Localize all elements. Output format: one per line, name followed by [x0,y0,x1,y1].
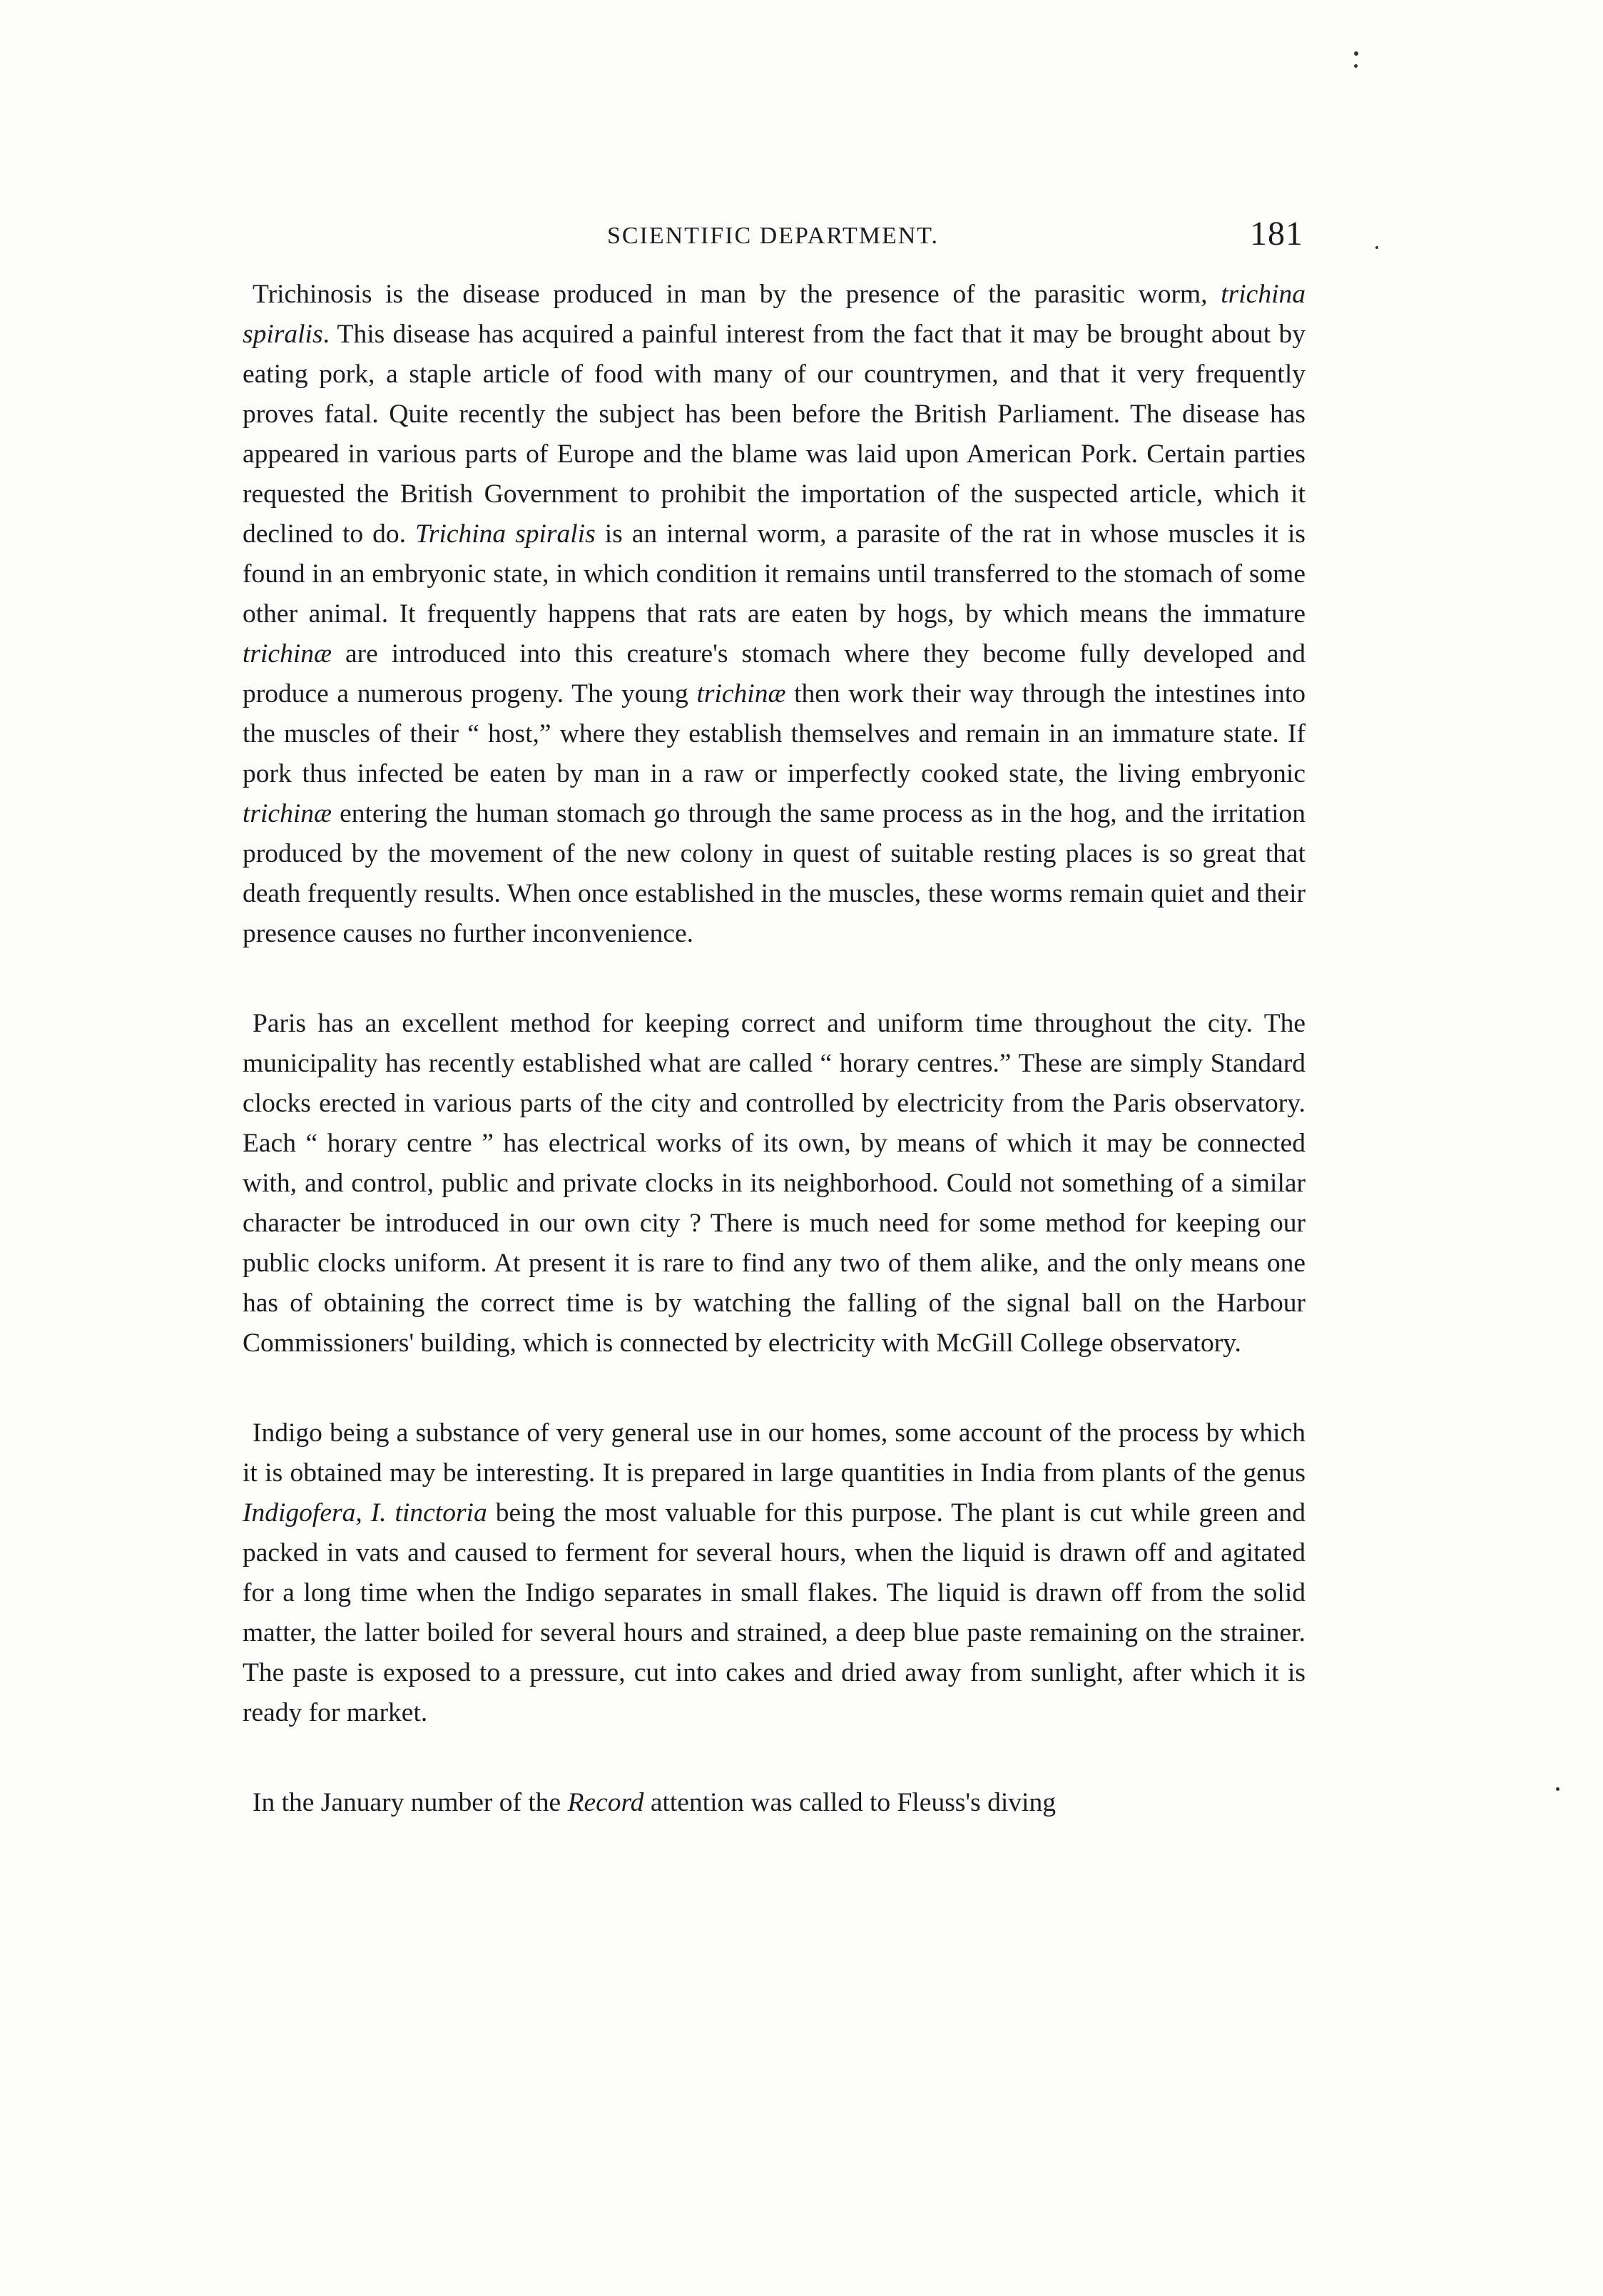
paragraph-trichinosis [243,275,1306,954]
italic-term: Indigofera, I. tinctoria [243,1498,487,1528]
paragraph-fleuss-diving [243,1783,1306,1823]
text-run: Indigo being a substance of very general use in our homes, some account of the process by which it is obtained may be interesting. It is prepared in large quantities in India from plants of the genus [243,1418,1306,1488]
text-run: Paris has an excellent method for keeping correct and uniform time throughout the city. The municipality has recently established what are called “ horary centres.” These are simply Standard clocks erected in various parts of the city and controlled by electricity from the Paris observatory. Each “ horary centre ” has electrical works of its own, by means of which it may be connected with, and control, public and private clocks in its neighborhood. Could not something of a similar character be introduced in our own city ? There is much need for some method for keeping our public clocks uniform. At present it is rare to find any two of them alike, and the only means one has of obtaining the correct time is by watching the falling of the signal ball on the Harbour Commissioners' building, which is connected by electricity with McGill College observatory. [243,1009,1306,1358]
italic-term: trichinæ [696,679,786,708]
italic-term: trichinæ [243,639,332,669]
text-run: Trichinosis is the disease produced in man by the presence of the parasitic worm, [253,280,1221,309]
paragraph-paris-clocks [243,1004,1306,1363]
text-run: is an internal worm, a parasite of the rat in whose muscles it is found in an embryonic state, in which condition it remains until transferred to the stomach of some other animal. It frequently happens that rats are eaten by hogs, by which means the immature [243,519,1306,629]
text-run: entering the human stomach go through the same process as in the hog, and the irritation produced by the movement of the new colony in quest of suitable resting places is so great that death frequently results. When once established in the muscles, these worms remain quiet and their presence causes no further inconvenience. [243,799,1306,948]
italic-term: Trichina spiralis [415,519,596,549]
paragraph-indigo [243,1413,1306,1733]
text-run: In the January number of the [253,1788,568,1817]
body-text [243,275,1306,1823]
text-run: being the most valuable for this purpose. The plant is cut while green and packed in vats and caused to ferment for several hours, when the liquid is drawn off and agitated for a long time when the Indigo separates in small flakes. The liquid is drawn off from the solid matter, the latter boiled for several hours and strained, a deep blue paste remaining on the strainer. The paste is exposed to a pressure, cut into cakes and dried away from sunlight, after which it is ready for market. [243,1498,1306,1727]
margin-speck [1354,64,1358,68]
text-run: are introduced into this creature's stomach where they become fully developed and produce a numerous progeny. The young [243,639,1306,708]
italic-term: trichinæ [243,799,332,828]
italic-term: trichina spiralis [243,280,1306,349]
margin-speck [1375,246,1378,249]
page-number: 181 [1250,215,1303,253]
running-head [243,214,1303,264]
italic-term: Record [567,1788,644,1817]
margin-speck [1354,51,1358,56]
text-run: then work their way through the intestines into the muscles of their “ host,” where they establish themselves and remain in an immature state. If pork thus infected be eaten by man in a raw or imperfectly cooked state, the living embryonic [243,679,1306,788]
page-title: SCIENTIFIC DEPARTMENT. [606,223,940,249]
text-run: . This disease has acquired a painful interest from the fact that it may be brought about by eating pork, a staple article of food with many of our countrymen, and that it very frequently proves fatal. Quite recently the subject has been before the British Parliament. The disease has appeared in various parts of Europe and the blame was laid upon American Pork. Certain parties requested the British Government to prohibit the importation of the suspected article, which it declined to do. [243,320,1306,549]
text-run: attention was called to Fleuss's diving [643,1788,1056,1817]
margin-speck [1556,1787,1559,1791]
